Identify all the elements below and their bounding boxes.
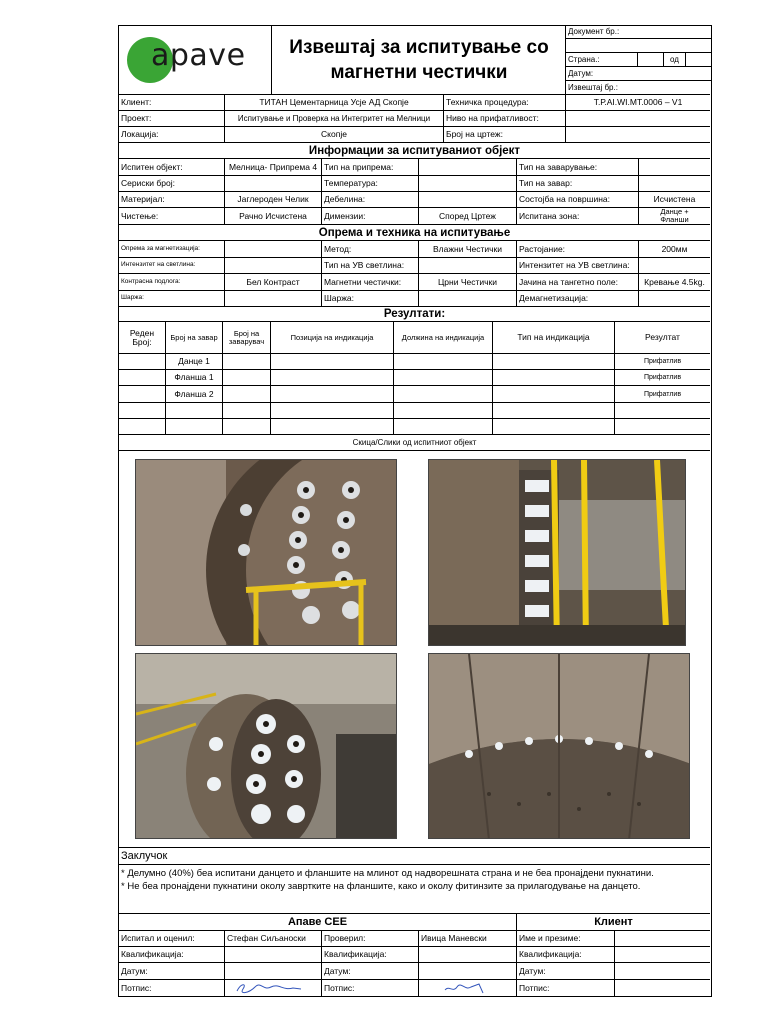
contrast-row	[119, 274, 710, 291]
title-line-2: магнетни честички	[330, 62, 508, 83]
signature-row-4	[119, 980, 710, 996]
page-label: Страна.:	[566, 53, 638, 66]
weld-type-value	[639, 159, 710, 175]
distance-value: 200мм	[661, 243, 688, 254]
client-title: Клиент	[594, 915, 633, 928]
weld-kind-label: Тип на завар:	[517, 176, 639, 191]
sign3-label: Потпис:	[517, 980, 615, 996]
result-cell: Прифатлив	[643, 374, 682, 381]
conclusion-title: Заклучок	[121, 849, 168, 862]
light-row	[119, 258, 710, 274]
zone-value-line-2: Фланши	[660, 215, 689, 224]
signature-titles	[119, 914, 710, 931]
material-value: Јаглероден Челик	[225, 192, 322, 207]
field-label: Јачина на тангетно поле:	[517, 274, 639, 290]
checked-value: Ивица Маневски	[419, 931, 517, 946]
title-line-1: Извештај за испитување со	[289, 37, 549, 58]
doc-no-value	[566, 39, 711, 53]
date3-label: Датум:	[517, 963, 615, 979]
acceptance-value	[566, 111, 710, 126]
result-cell: Прифатлив	[643, 358, 682, 365]
col-header-weld: Број на завар	[166, 322, 223, 353]
table-row	[119, 370, 710, 386]
sketch-label: Скица/Слики од испитниот објект	[352, 437, 477, 447]
serial-value	[225, 176, 322, 191]
object-row	[119, 159, 710, 176]
col-header-length: Должина на индикација	[394, 322, 493, 353]
demag-label: Демагнетизација:	[517, 291, 639, 306]
conclusion-line-1: * Делумно (40%) беа испитани данцето и фланшите на млинот од надворешната страна и не беа пронајдени пукнатини.	[121, 868, 654, 879]
report-sheet	[118, 25, 712, 997]
equipment-section-title: Опрема и техника на испитување	[119, 225, 710, 241]
dimensions-value: Според Цртеж	[419, 208, 517, 224]
drawing-value	[566, 127, 710, 142]
signature-row-1	[119, 931, 710, 947]
zone-label: Испитана зона:	[517, 208, 639, 224]
date-label: Датум:	[119, 963, 225, 979]
result-cell: Прифатлив	[643, 390, 682, 398]
apave-title: Апаве СЕЕ	[119, 914, 517, 930]
photo-mill-interior	[428, 653, 690, 839]
location-row	[119, 127, 710, 143]
client-row	[119, 95, 710, 111]
doc-info-box	[565, 26, 710, 95]
procedure-label: Техничка процедура:	[444, 95, 566, 110]
light-intensity-label: Интензитет на светлина:	[119, 258, 225, 273]
weld-cell: Данце 1	[166, 354, 223, 369]
conclusion-title-row	[119, 848, 710, 865]
col-header-result: Резултат	[645, 332, 680, 343]
table-row	[119, 419, 710, 435]
batch2-value	[419, 291, 517, 306]
report-no-label: Извештај бр.:	[568, 83, 618, 92]
table-row	[119, 403, 710, 419]
col-header-position: Позиција на индикација	[271, 322, 394, 353]
project-value: Испитување и Проверка на Интегритет на Мелници	[225, 111, 444, 126]
uv-type-value	[419, 258, 517, 273]
weld-cell: Фланша 1	[166, 370, 223, 385]
client-value: ТИТАН Цементарница Усје АД Скопје	[225, 95, 444, 110]
uv-type-label: Тип на УВ светлина:	[322, 258, 419, 273]
qual-label: Квалификација:	[119, 947, 225, 962]
serial-label: Сериски број:	[119, 176, 225, 191]
date-label: Датум:	[566, 67, 711, 81]
doc-no-label: Документ бр.:	[566, 26, 711, 39]
cleaning-value: Рачно Исчистена	[225, 208, 322, 224]
surface-value: Исчистена	[653, 194, 696, 205]
particles-label: Магнетни честички:	[322, 274, 419, 290]
particles-value: Црни Честички	[419, 274, 517, 290]
logo-text: apave	[151, 38, 246, 73]
table-row	[119, 354, 710, 370]
report-title	[274, 35, 564, 85]
prep-type-value	[419, 159, 517, 175]
sign2-label: Потпис:	[322, 980, 419, 996]
sign-label: Потпис:	[119, 980, 225, 996]
col-header-no: Реден Број:	[119, 322, 166, 353]
material-label: Материјал:	[119, 192, 225, 207]
prep-type-label: Тип на припрема:	[322, 159, 419, 175]
location-label: Локација:	[119, 127, 225, 142]
tester-signature-scribble	[227, 981, 307, 995]
contrast-label: Контрасна подлога:	[119, 274, 225, 290]
weld-cell: Фланша 2	[166, 386, 223, 402]
contrast-value: Бел Контраст	[225, 274, 322, 290]
batch-row	[119, 291, 710, 307]
conclusion-line-2: * Не беа пронајдени пукнатини околу завртките на фланшите, како и околу фитинзите за прилагодување на данцето.	[121, 881, 641, 892]
uv-intensity-value	[639, 258, 710, 273]
cleaning-row	[119, 208, 710, 225]
checker-signature-scribble	[421, 981, 501, 995]
location-value: Скопје	[225, 127, 444, 142]
object-label: Испитен објект:	[119, 159, 225, 175]
page-number	[638, 53, 664, 66]
col-header-welder: Број на заварувач	[223, 322, 271, 353]
zone-value-line-1: Данце +	[660, 208, 689, 216]
surface-label: Состојба на површина:	[517, 192, 639, 207]
col-header-type: Тип на индикација	[493, 322, 615, 353]
header	[119, 26, 710, 95]
temperature-label: Температура:	[322, 176, 419, 191]
signature-row-3	[119, 963, 710, 980]
thickness-label: Дебелина:	[322, 192, 419, 207]
cleaning-label: Чистење:	[119, 208, 225, 224]
uv-intensity-label: Интензитет на УВ светлина:	[517, 258, 639, 273]
photo-mill-flange-2	[428, 459, 686, 646]
results-header-row	[119, 322, 710, 354]
weld-type-label: Тип на заварување:	[517, 159, 639, 175]
conclusion-body	[119, 865, 710, 914]
object-section-title: Информации за испитуваниот објект	[119, 143, 710, 159]
procedure-value: Т.Р.AI.WI.MT.0006 – V1	[593, 97, 683, 108]
client-label: Клиент:	[119, 95, 225, 110]
tester-label: Испитал и оценил:	[119, 931, 225, 946]
distance-label: Растојание:	[517, 241, 639, 257]
photo-mill-flange-3	[135, 653, 397, 839]
weld-kind-value	[639, 176, 710, 191]
light-intensity-value	[225, 258, 322, 273]
dimensions-label: Димензии:	[322, 208, 419, 224]
project-label: Проект:	[119, 111, 225, 126]
mag-equipment-value	[225, 241, 322, 257]
photo-mill-flange-1	[135, 459, 397, 646]
signature-row-2	[119, 947, 710, 963]
tester-value: Стефан Сиљаноски	[225, 931, 322, 946]
project-row	[119, 111, 710, 127]
checker-signature	[419, 980, 517, 996]
checked-label: Проверил:	[322, 931, 419, 946]
zone-value	[639, 208, 710, 224]
qual3-label: Квалификација:	[517, 947, 615, 962]
drawing-label: Број на цртеж:	[444, 127, 566, 142]
client-name-label: Име и презиме:	[517, 931, 615, 946]
page-row	[566, 53, 711, 67]
field-value: Кревање 4.5kg.	[644, 276, 705, 287]
tester-signature	[225, 980, 322, 996]
acceptance-label: Ниво на прифатливост:	[444, 111, 566, 126]
results-title: Резултати:	[119, 307, 710, 322]
sketch-label-row	[119, 435, 710, 451]
method-label: Метод:	[322, 241, 419, 257]
material-row	[119, 192, 710, 208]
batch-label: Шаржа:	[119, 291, 225, 306]
mag-equipment-row	[119, 241, 710, 258]
photos-area	[119, 451, 710, 848]
serial-row	[119, 176, 710, 192]
mag-equipment-label: Опрема за магнетизација:	[119, 241, 225, 257]
thickness-value	[419, 192, 517, 207]
temperature-value	[419, 176, 517, 191]
client-name-value	[615, 931, 710, 946]
page-of: од	[664, 53, 686, 66]
method-value: Влажни Честички	[419, 241, 517, 257]
batch-value	[225, 291, 322, 306]
date2-label: Датум:	[322, 963, 419, 979]
demag-value	[639, 291, 710, 306]
object-value: Мелница- Припрема 4	[225, 159, 322, 175]
table-row	[119, 386, 710, 403]
qual2-label: Квалификација:	[322, 947, 419, 962]
batch2-label: Шаржа:	[322, 291, 419, 306]
logo	[119, 26, 272, 95]
